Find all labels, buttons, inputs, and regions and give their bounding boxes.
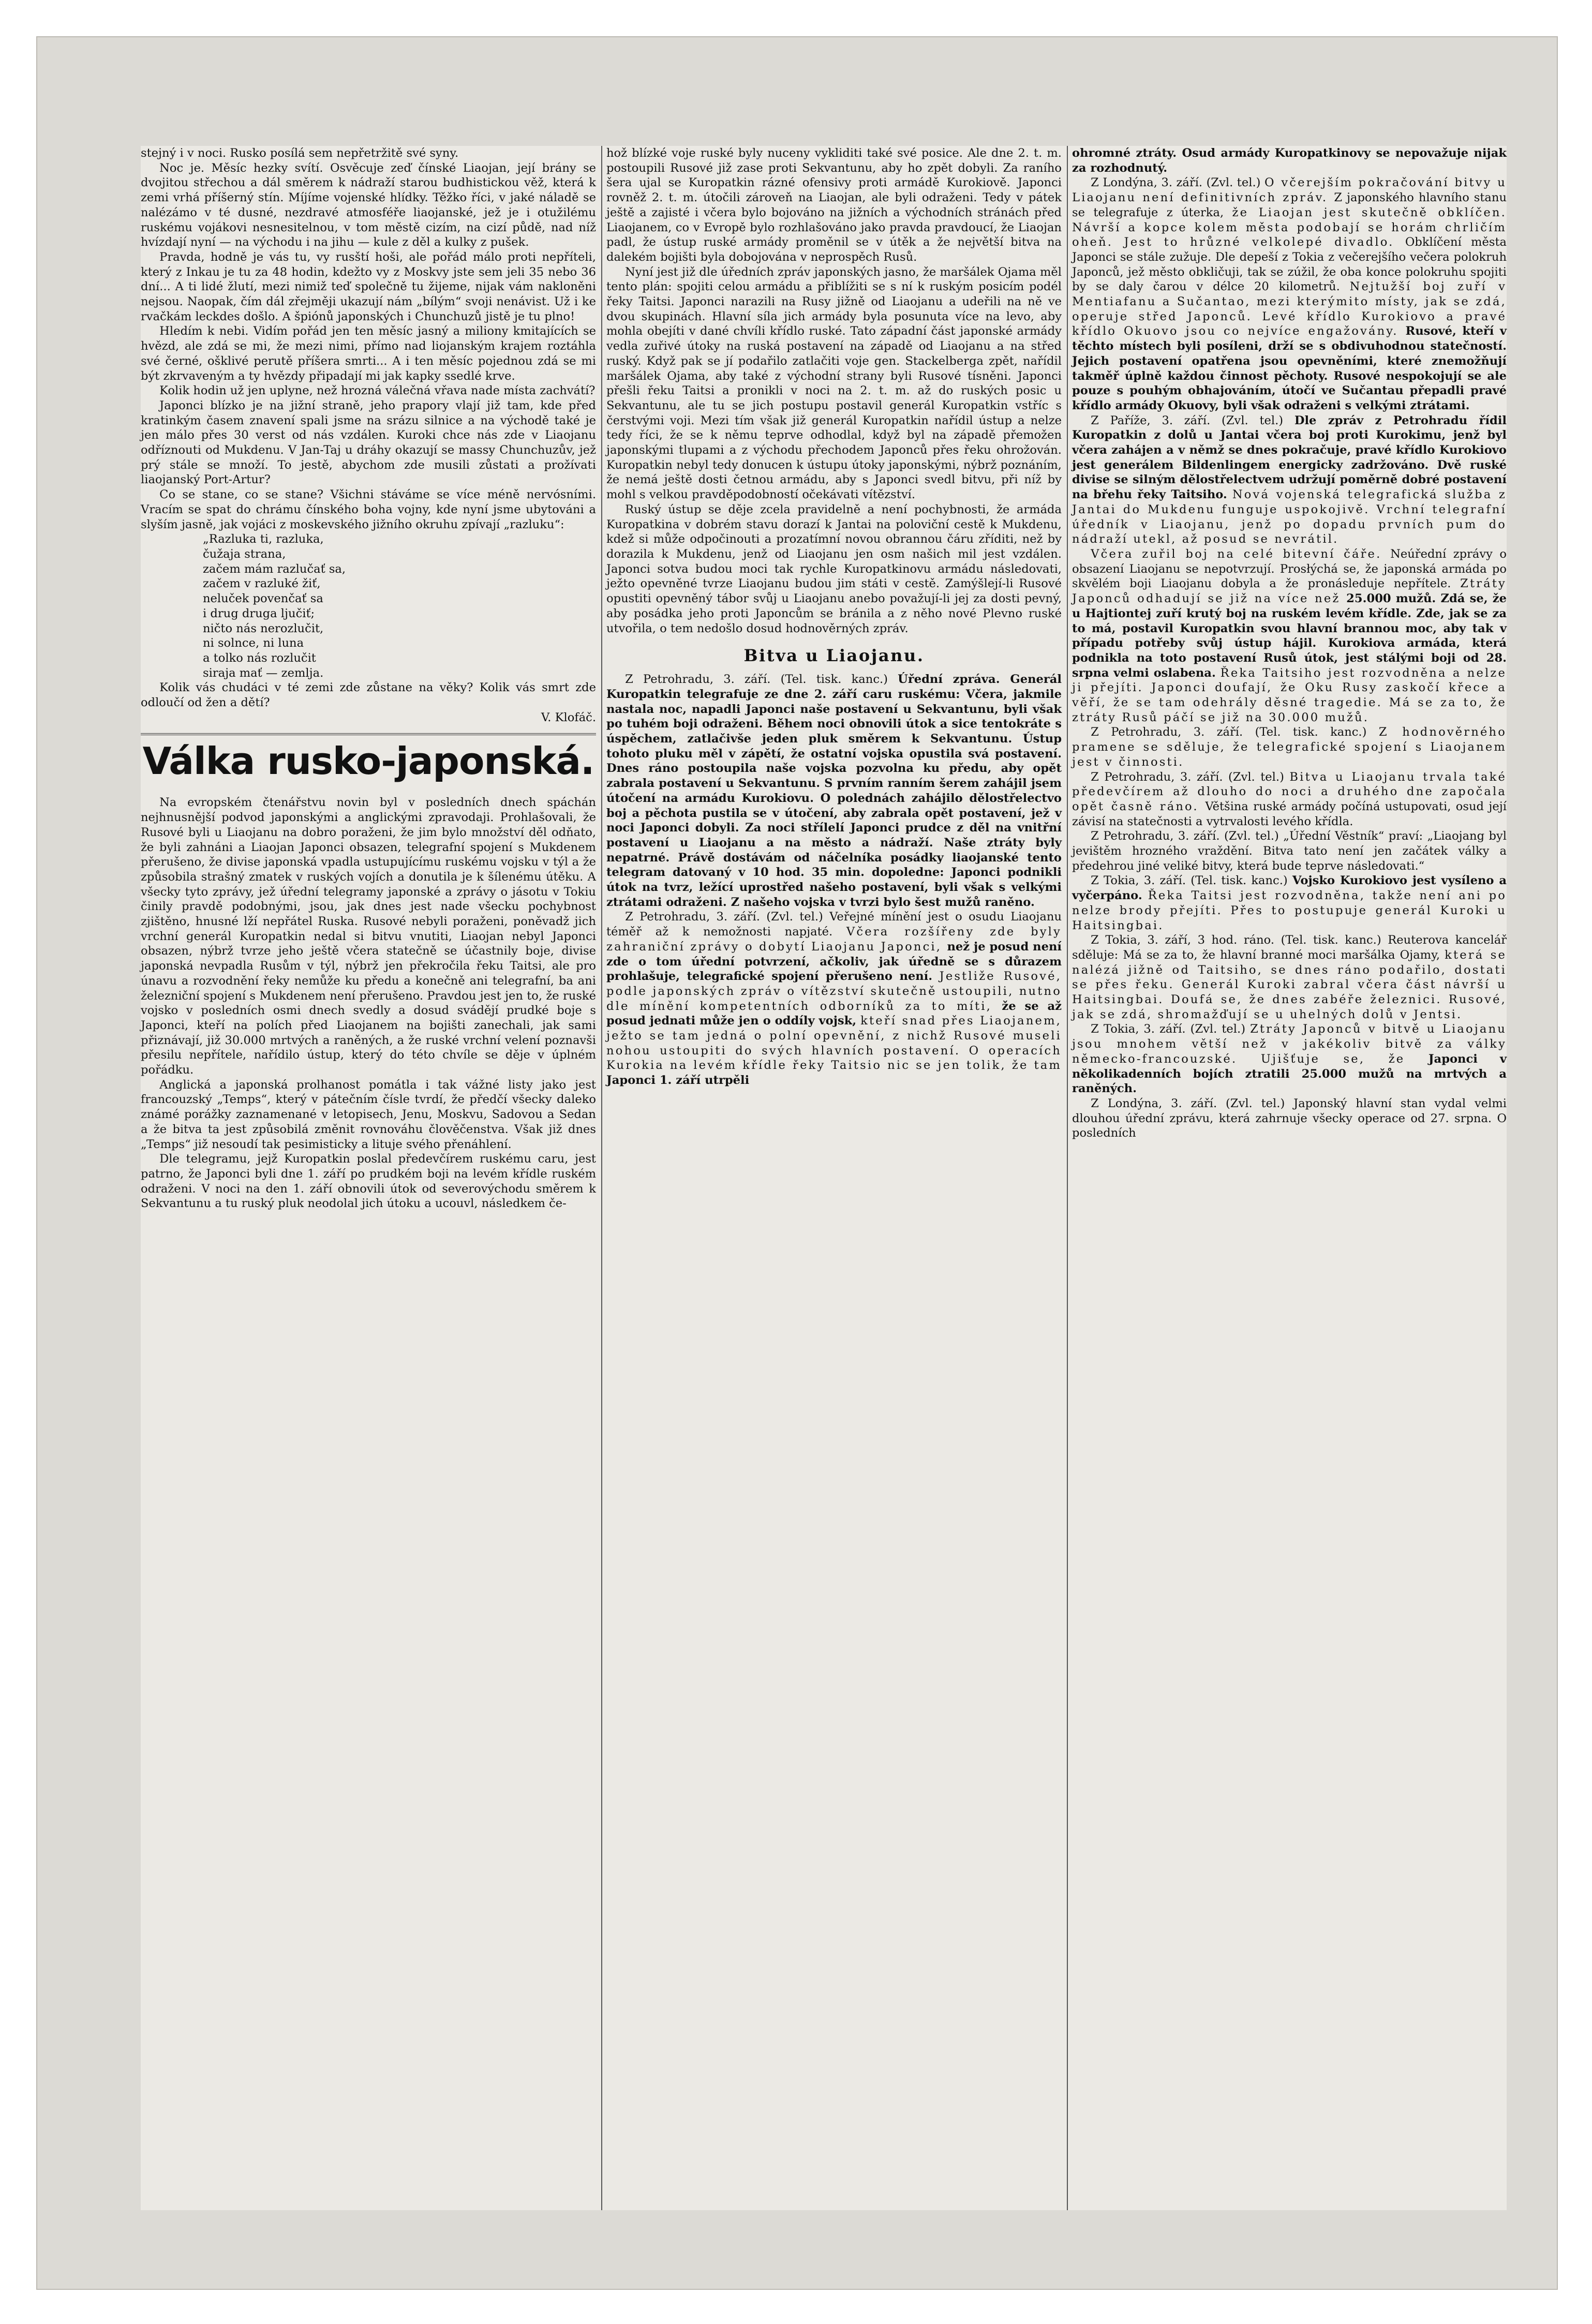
paragraph: Anglická a japonská prolhanost pomátla i tak vážné listy jako jest francouzský „Temps“, který v pátečním čísle tvrdí, že předčí všecky daleko známé porážky zaznamenané v letopisech, Jenu, Moskvu, Sadovou a Sedan a že bitva ta jest způsobilá změnit rovnováhu člověčenstva. Však již dnes „Temps“ již nesoudí tak pesimisticky a lituje svého přenáhlení. (141, 1078, 596, 1151)
paragraph: stejný i v noci. Rusko posílá sem nepřetržitě své syny. (141, 146, 459, 160)
dispatch-paragraph (606, 672, 1062, 910)
spaced-text: Ztráty Japonců odhadují se již na více než (1072, 577, 1507, 606)
paragraph: Ruský ústup se děje zcela pravidelně a není pochybnosti, že armáda Kuropatkina v dobrém stavu dorazí k Jantai na poloviční cestě k Mukdenu, kdež si může odpočinouti a prozatímní novou obrannou čáru zříditi, než by dorazila k Mukdenu, jenž od Liaojanu jen osm našich mil jest vzdálen. Japonci sotva budou moci tak rychle Kuropatkinovu armádu následovati, ježto opevněné tvrze Liaojanu budou jim státi v cestě. Zamýšlejí-li Rusové opustiti opevněný tábor svůj u Liaojanu anebo považují-li jej za dosti pevný, aby posádka jeho proti Japoncům se bránila a z něho nové Plevno ruské utvořila, o tem nedošlo dosud hodnověrných zpráv. (606, 502, 1062, 635)
column-3 (1072, 146, 1507, 1141)
song-lyrics (141, 532, 596, 680)
paragraph: hož blízké voje ruské byly nuceny vykliditi také své posice. Ale dne 2. t. m. postoupili Rusové již zase proti Sekvantunu, aby ho zpět dobyli. Za raního šera ujal se Kuropatkin rázné ofensivy proti armádě Kurokiově. Japonci rovněž 2. t. m. útočili zároveň na Liaojan, ale byli odraženi. Tedy v pátek ještě a zajisté i včera bylo bojováno na jižních a východních stránách před Liaojanem, co v Evropě bylo rozhlašováno jako pravda pravdoucí, že Liaojan padl, že ústup ruské armády proměnil se v útěk a že největší bitva na dalekém bojišti byla dobojována v neprospěch Rusů. (606, 146, 1062, 264)
text: Z Tokia, 3. září, 3 hod. ráno. (Tel. tisk. kanc.) Reuterova kancelář sděluje: Má se za to, že hlavní branné moci maršálka Ojamy, (1072, 933, 1507, 962)
bold-text: že se až posud jednati může jen o oddíly vojsk, (606, 999, 1062, 1028)
bold-text: Úřední zpráva. Generál Kuropatkin telegrafuje ze dne 2. září caru ruskému: Včera, jakmile nastala noc, napadli Japonci naše postavení u Sekvantunu, byli však po tuhém boji odraženi. Během noci obnovili útok a sice tentokráte s úspěchem, zatlačivše jeden pluk směrem k Sekvantunu. Ústup tohoto pluku měl v zápětí, že ostatní vojska opustila svá postavení. Dnes ráno postoupila naše vojska pozvolna ku předu, aby opět zabrala postavení u Sekvantunu. S prvním ranním šerem zahájil jsem útočení na armádu Kurokiovu. O polednách zahájilo dělostřelectvo boj a pěchota pustila se v útočení, aby zabrala opět postavení, jež v noci Japonci dobyli. Za noci střílelí Japonci prudce z děl na vnitřní postavení u Liaojanu a na město a nádraží. Naše ztráty byly nepatrné. Právě dostávám od náčelníka posádky liaojanské tento telegram datovaný v 10 hod. 35 min. dopoledne: Japonci podnikli útok na tvrz, ležící uprostřed našeho postavení, byli však s velkými ztrátami odraženi. Z našeho vojska v tvrzi bylo šest mužů raněno. (606, 673, 1062, 909)
dispatch-paragraph (1072, 933, 1507, 1022)
poem-line: ni solnce, ni luna (203, 636, 304, 650)
column-1 (141, 146, 596, 1211)
dispatch-dateline: Z Tokia, 3. září. (Zvl. tel.) (1091, 1022, 1251, 1036)
spaced-text: museli nohou ustoupiti do svých hlavních postavení. O operacích Kurokia na levém křídle řeky Taitsio nic se jen tolik, že tam (606, 1029, 1062, 1072)
bold-text: Japonci v několikadenních bojích ztratili 25.000 mužů na mrtvých a raněných. (1072, 1052, 1507, 1096)
newspaper-page (36, 36, 1558, 2290)
spaced-text: Z hodnověrného pramene se sděluje, že telegrafické spojení s Liaojanem jest v činnosti. (1072, 725, 1507, 769)
paragraph: Dle telegramu, jejž Kuropatkin poslal předevčírem ruskému caru, jest patrno, že Japonci byli dne 1. září po prudkém boji na levém křídle ruském odraženi. V noci na den 1. září obnovili útok od severovýchodu směrem k Sekvantunu a tu ruský pluk neodolal jich útoku a ucouvl, následkem če- (141, 1152, 596, 1211)
newspaper-sheet (141, 146, 1507, 2210)
bold-text: Dle zpráv z Petrohradu řídil Kuropatkin z dolů u Jantai včera boj proti Kurokimu, jenž byl včera zahájen a v němž se dnes pokračuje, pravé křídlo Kurokiovo jest generálem Bildenlingem energicky zadržováno. Dvě ruské divise se silným dělostřelectvem udržují poměrně dobré postavení na břehu řeky Taitsiho. (1072, 413, 1507, 502)
dispatch-dateline: Z Petrohradu, 3. září. (Zvl. tel.) (1091, 770, 1290, 784)
paragraph: Co se stane, co se stane? Všichni stáváme se více méně nervósními. Vracím se spat do chrámu čínského boha vojny, kde nyní jsme ubytováni a slyším jasně, jak vojáci z moskevského jižního okruhu zpívají „razluku“: (141, 488, 596, 531)
poem-line: i drug druga ljučiť; (203, 606, 315, 620)
paragraph: Hledím k nebi. Vidím pořád jen ten měsíc jasný a miliony kmitajících se hvězd, ale zdá se mi, že mezi nimi, přímo nad liojanským krajem roztáhla své černé, ošklivé perutě příšera smrti... A i ten měsíc pojednou zdá se mi být zkrvaveným a ty hvězdy připadají mi jak kapky ssedlé krve. (141, 324, 596, 383)
bold-text: Rusové, kteří v těchto místech byli posíleni, drží se s obdivuhodnou statečností. Jejich postavení opatřena jsou opevněními, které znemožňují takměř úplně každou činnost pěchoty. Rusové nespokojují se ale pouze s pouhým obhajováním, útočí ve Sučantau přepadli pravé křídlo armády Okuovy, byli však odraženi s velkými ztrátami. (1072, 324, 1507, 412)
spaced-text: která se nalézá jižně od Taitsiho, se dnes ráno podařilo, dostati se přes řeku. Generál Kuroki zabral včera část návrší u Haitsingbai. Doufá se, že dnes zabéře železnici. Rusové, jak se zdá, shromažďují se u uhelných dolů v Jentsi. (1072, 948, 1507, 1021)
spaced-text: kteří snad přes Liaojanem, (860, 1014, 1062, 1028)
spaced-text: Včera rozšířeny zde byly zahraniční zprávy o dobytí Liaojanu Japonci, (606, 925, 1062, 954)
section-heading: Válka rusko-japonská. (141, 733, 596, 783)
text: Většina ruské armády počíná ustupovati, osud její závisí na statečnosti a vytrvalosti levého křídla. (1072, 799, 1507, 828)
dispatch-paragraph (1072, 1022, 1507, 1096)
dispatch-paragraph: Z Londýna, 3. září. (Zvl. tel.) Japonský hlavní stan vydal velmi dlouhou úřední zprávu, která zahrnuje všecky operace od 27. srpna. O posledních (1072, 1097, 1507, 1140)
spaced-text: Jestliže Rusové, podle japonských zpráv o vítězství skutečně ustoupili, nutno dle mínění kompetentních odborníků za to míti, (606, 970, 1062, 1013)
spaced-text: Ztráty Japonců v bitvě u Liaojanu jsou mnohem větší než v jakékoliv bitvě za války německo-francouzské. Ujišťuje se, že (1072, 1022, 1507, 1066)
dispatch-paragraph (1072, 770, 1507, 829)
column-divider (1067, 146, 1068, 2210)
spaced-text: O včerejším pokračování bitvy u Liaojanu není definitivních zpráv. (1072, 176, 1507, 205)
paragraph: Kolik hodin už jen uplyne, než hrozná válečná vřava nade místa zachvátí? (159, 384, 596, 398)
text: Z Petrohradu, 3. září. (Zvl. tel.) Veřejné mínění jest o osudu Liaojanu téměř až k nemožnosti napjaté. (606, 910, 1062, 939)
article-heading: Bitva u Liaojanu. (743, 646, 925, 666)
poem-line: čužaja strana, (203, 547, 286, 561)
paragraph: Nyní jest již dle úředních zpráv japonských jasno, že maršálek Ojama měl tento plán: spojiti celou armádu a přiblížiti se s ní k ruským posicím podél řeky Taitsi. Japonci narazili na Rusy jižně od Liaojanu a udeřili na ně ve dvou skupinách. Hlavní síla jich armády byla posunuta více na levo, aby mohla obejíti v dané chvíli křídlo ruské. Tato západní část japonské armády vedla zuřivé útoky na ruská postavení na západě od Liaojanu a na střed ruský. Když pak se jí podařilo zatlačiti voje gen. Stackelberga zpět, nařídil maršálek Ojama, aby také z východní strany byli Rusové tísněni. Japonci přešli řeku Taitsi a pronikli v noci na 2. t. m. až do ruských posic u Sekvantunu, ale tu se jich postupu postavil generál Kuropatkin vstříc s čerstvými voji. Mezi tím však již generál Kuropatkin nařídil ústup a nelze tedy říci, že se k němu teprve odhodlal, když byl na západě přemožen japonskými tlupami a z východu přechodem Japonců přes řeku ohrožován. Kuropatkin nebyl tedy donucen k ústupu útoky japonskými, nýbrž poznáním, že nemá ještě dosti četnou armádu, aby s Japonci svedl bitvu, při níž by mohl s velkou pravděpodobností očekávati vítězství. (606, 265, 1062, 502)
dispatch-paragraph (1072, 725, 1507, 769)
bold-text: Japonci 1. září utrpěli (606, 1074, 750, 1087)
spaced-text: Nejtužší boj zuří v Mentiafanu a Sučantao, mezi kterýmito místy, jak se zdá, operuje střed Japonců. Levé křídlo Kurokiovo a pravé křídlo Okuovo jsou co nejvíce engažovány. (1072, 280, 1507, 338)
dispatch-dateline: Z Tokia, 3. září. (Tel. tisk. kanc.) (1091, 874, 1292, 888)
poem-line: neluček povenčať sa (203, 592, 323, 606)
dispatch-paragraph (1072, 413, 1507, 547)
dispatch-paragraph: Z Petrohradu, 3. září. (Zvl. tel.) „Úřední Věstník“ praví: „Liaojang byl jevištěm hrozného vraždění. Bitva tato není jen začátek války a předehrou jiné veliké bitvy, která bude teprve následovati.“ (1072, 829, 1507, 873)
column-divider (601, 146, 602, 2210)
paragraph: Na evropském čtenářstvu novin byl v posledních dnech spáchán nejhnusnější podvod japonskými a anglickými zpravodaji. Prohlašovali, že Rusové byli u Liaojanu na dobro poraženi, že jim bylo množství děl odňato, že byli zahnáni a Liaojan Japonci obsazen, telegrafní spojení s Mukdenem přerušeno, že divise japonská vpadla ustupujícímu ruskému vojsku v týl a že způsobila strašný zmatek v ruských vojích a donutila je k šílenému útěku. A všecky tyto zprávy, jež úřední telegramy japonské a zprávy o jásotu v Tokiu činily pravdě podobnými, jsou, jak dnes jest nade všecku pochybnost zjištěno, hnusné lží nepřátel Ruska. Rusové nebyli poraženi, poněvadž jich vrchní generál Kuropatkin nedal si bitvu vnutiti, Liaojan nebyl Japonci obsazen, nýbrž tvrze jeho ještě včera statečně se účastnily boje, divise japonská nevpadla Rusům v týl, nýbrž jen překročila řeku Taitsi, ale pro únavu a rozvodnění řeky nemůže ku předu a konečně ani telegrafní, ba ani železniční spojení s Mukdenem není přerušeno. Pravdou jest jen to, že ruské vojsko v posledních osmi dnech svedly a dosud svádějí prudké boje s Japonci, kteří na polích před Liaojanem na bojišti zanechali, jak sami přiznávají, již 30.000 mrtvých a raněných, a že ruské vrchní velení poznavši přesilu nepřítele, nařídilo ústup, který do této chvíle se děje v úplném pořádku. (141, 796, 596, 1077)
dispatch-dateline: Z Londýna, 3. září. (Zvl. tel.) (1091, 176, 1264, 190)
dispatch-dateline: Z Petrohradu, 3. září. (Tel. tisk. kanc.) (1091, 725, 1379, 739)
bold-text: než je posud není zde o tom úřední potvrzení, ačkoliv, jak úředně se s důrazem prohlašuje, telegrafické spojení přerušeno není. (606, 940, 1062, 984)
spaced-text: Bitva u Liaojanu trvala také předevčírem až dlouho do noci a druhého dne započala opět časně ráno. (1072, 770, 1507, 813)
text: Obklíčení města Japonci se stále zužuje. Dle depeší z Tokia z večerejšího večera polokruh Japonců, jež město obkličuji, tak se zúžil, že oba konce polokruhu spojiti by se daly čarou v délce 20 kilometrů. (1072, 235, 1507, 294)
dispatch-paragraph (1072, 873, 1507, 933)
dispatch-dateline: Z Petrohradu, 3. září. (Tel. tisk. kanc.) (625, 673, 898, 687)
paragraph: ohromné ztráty. Osud armády Kuropatkinovy se nepovažuje nijak za rozhodnutý. (1072, 146, 1507, 175)
column-2 (606, 146, 1062, 1088)
paragraph: Kolik vás chudáci v té zemi zde zůstane na věky? Kolik vás smrt zde odloučí od žen a dětí? (141, 681, 596, 710)
dispatch-paragraph (1072, 175, 1507, 413)
poem-line: siraja mať — zemlja. (203, 666, 324, 680)
dispatch-paragraph (606, 910, 1062, 1087)
poem-line: začem v razluké žiť, (203, 577, 321, 591)
dispatch-dateline: Z Paříže, 3. září. (Zvl. tel.) (1091, 413, 1295, 427)
poem-line: ničto nás nerozlučit, (203, 621, 324, 635)
poem-line: a tolko nás rozlučit (203, 651, 316, 665)
spaced-text: že Liaojan jest skutečně obklíčen. Návrší a kopce kolem města podobají se horám chrličím oheň. Jest to hrůzné velkolepé divadlo. (1072, 205, 1507, 249)
bold-text: Vojsko Kurokiovo jest vysíleno a vyčerpáno. (1072, 874, 1507, 903)
spaced-text: Včera zuřil boj na celé bitevní čáře. (1091, 547, 1391, 561)
spaced-text: Řeka Taitsiho jest rozvodněna a nelze ji přejíti. Japonci doufají, že Oku Rusy zaskočí křece a věří, že se tam odehrály děsné tragedie. Má se za to, že ztráty Rusů páčí se již na 30.000 mužů. (1072, 666, 1507, 724)
paragraph: Pravda, hodně je vás tu, vy rusští hoši, ale pořád málo proti nepříteli, který z Inkau je tu za 48 hodin, kdežto vy z Moskvy jste sem jeli 35 nebo 36 dní... A ti lidé žlutí, mezi nimiž teď společně tu žijeme, nijak vám nakloněni nejsou. Naopak, čím dál zřejměji ukazují nám „bílým“ svoji nenávist. Už i ke rvačkám leckdes došlo. A špiónů japonských i Chunchuzů jistě je tu plno! (141, 250, 596, 323)
paragraph: Japonci blízko je na jižní straně, jeho prapory vlají již tam, kde před kratinkým časem znavení spali jsme na srázu silnice a na východě také je jen málo přes 30 verst od nás vzdálen. Kuroki chce nás zde v Liaojanu odříznouti od Mukdenu. V Jan-Taj u dráhy okazují se massy Chunchuzův, jež prý stále se množí. To jestě, abychom zde musili zůstati a prožívati liaojanský Port-Artur? (141, 398, 596, 487)
poem-line: „Razluka ti, razluka, (203, 532, 324, 546)
spaced-text: Nová vojenská telegrafická služba z Jantai do Mukdenu funguje uspokojivě. Vrchní telegrafní úředník v Liaojanu, jenž po dopadu prvních pum do nádraží utekl, až posud se nevrátil. (1072, 488, 1507, 546)
text: Neúřední zprávy o obsazení Liaojanu se nepotvrzují. Prosłýchá se, že japonská armáda po skvělém boji Liaojanu dobyla a že pronásleduje nepřítele. (1072, 547, 1507, 591)
spaced-text: ježto se tam jedná o polní opevnění, z nichž Rusové (606, 1029, 1013, 1043)
text: Z japonského hlavního stanu se telegrafuje z úterka, (1072, 191, 1507, 219)
bold-text: 25.000 mužů. Zdá se, že u Hajtiontej zuří krutý boj na ruském levém křídle. Zde, jak se za to má, postavil Kuropatkin svou hlavní brannou moc, aby tak v případu potřeby svůj ústup hájil. Kurokiova armáda, která podnikla na toto postavení Rusů útok, jest stálými boji od 28. srpna velmi oslabena. (1072, 592, 1507, 680)
poem-line: začem mám razlučať sa, (203, 562, 346, 576)
dispatch-paragraph (1072, 547, 1507, 725)
spaced-text: Řeka Taitsi jest rozvodněna, takže není ani po nelze brody přejíti. Přes to postupuje generál Kuroki u Haitsingbai. (1072, 889, 1507, 932)
author-signature: V. Klofáč. (541, 710, 596, 724)
paragraph: Noc je. Měsíc hezky svítí. Osvěcuje zeď čínské Liaojan, její brány se dvojitou střechou a dál směrem k nádraží starou budhistickou věž, která k zemi vrhá příšerný stín. Míjíme vojenské hlídky. Těžko říci, v jaké náladě se nalézámo v té dusné, nezdravé atmosféře liaojanské, jež je i otužilému ruskému vojákovi nesnesitelnou, v tom městě cizím, na cizí půdě, nad níž hvízdají nyní — na východu i na jihu — kule z děl a kulky z pušek. (141, 161, 596, 249)
